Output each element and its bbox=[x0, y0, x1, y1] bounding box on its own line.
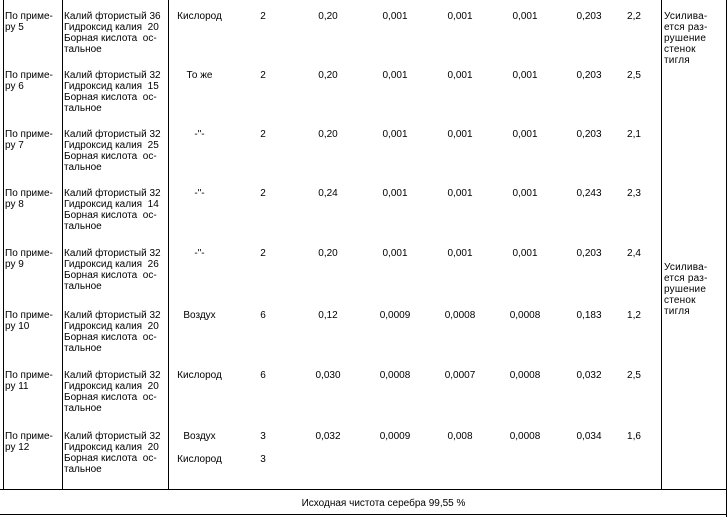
composition-line: Гидроксид калия 15 bbox=[64, 81, 159, 92]
value-cell-c2: 0,032 bbox=[315, 431, 341, 442]
remark-line: рушение bbox=[664, 284, 707, 295]
composition-line: тальное bbox=[64, 44, 102, 55]
example-cell: По приме-ру 8 bbox=[5, 188, 53, 210]
value-cell-c5: 0,0008 bbox=[509, 370, 541, 381]
composition-line: Калий фтористый 32 bbox=[64, 370, 161, 381]
value-cell-c5: 0,001 bbox=[512, 70, 538, 81]
table-footer bbox=[0, 498, 727, 509]
remark-line: ется раз- bbox=[664, 22, 708, 33]
value-cell-c3: 0,001 bbox=[382, 188, 408, 199]
example-cell: По приме-ру 9 bbox=[5, 248, 53, 270]
value-cell-c5: 0,0008 bbox=[509, 431, 541, 442]
footer-text: Исходная чистота серебра 99,55 % bbox=[301, 498, 466, 509]
composition-line: Борная кислота ос- bbox=[64, 33, 157, 44]
example-cell: По приме-ру 12 bbox=[5, 431, 53, 453]
value-cell-c3: 0,0009 bbox=[379, 310, 411, 321]
composition-line: Гидроксид калия 14 bbox=[64, 199, 159, 210]
col-divider bbox=[62, 0, 63, 490]
remark-line: Усилива- bbox=[664, 11, 708, 22]
example-cell: По приме-ру 6 bbox=[5, 70, 53, 92]
composition-line: Борная кислота ос- bbox=[64, 210, 157, 221]
value-cell-c2: 0,20 bbox=[318, 70, 338, 81]
composition-line: тальное bbox=[64, 221, 102, 232]
value-cell-c1: 3 bbox=[260, 431, 266, 442]
composition-line: тальное bbox=[64, 162, 102, 173]
composition-line: Гидроксид калия 20 bbox=[64, 381, 159, 392]
row-divider bbox=[0, 489, 727, 490]
composition-line: Гидроксид калия 20 bbox=[64, 22, 159, 33]
composition-cell bbox=[64, 431, 167, 475]
composition-line: тальное bbox=[64, 103, 102, 114]
value-cell-c4: 0,001 bbox=[447, 11, 473, 22]
value-cell-c4: 0,008 bbox=[447, 431, 473, 442]
composition-line: Борная кислота ос- bbox=[64, 392, 157, 403]
value-cell-c2: 0,24 bbox=[318, 188, 338, 199]
composition-line: Гидроксид калия 20 bbox=[64, 442, 159, 453]
remark-cell bbox=[664, 11, 726, 66]
remark-line: стенок bbox=[664, 44, 696, 55]
value-cell-c1: 2 bbox=[260, 188, 266, 199]
value-cell-c3: 0,001 bbox=[382, 11, 408, 22]
composition-line: Борная кислота ос- bbox=[64, 270, 157, 281]
value-cell-c3: 0,001 bbox=[382, 70, 408, 81]
value-cell-c6: 0,183 bbox=[576, 310, 602, 321]
value-cell-c1: 2 bbox=[260, 129, 266, 140]
value-cell-c5: 0,001 bbox=[512, 129, 538, 140]
composition-line: Гидроксид калия 20 bbox=[64, 321, 159, 332]
remark-line: рушение bbox=[664, 33, 707, 44]
composition-cell bbox=[64, 129, 167, 173]
composition-line: Калий фтористый 36 bbox=[64, 11, 161, 22]
value-cell-c2: 0,20 bbox=[318, 129, 338, 140]
composition-line: Калий фтористый 32 bbox=[64, 248, 161, 259]
composition-line: Калий фтористый 32 bbox=[64, 431, 161, 442]
value-cell-c1: 6 bbox=[260, 310, 266, 321]
value-cell-c5: 0,001 bbox=[512, 188, 538, 199]
value-cell-c3: 0,001 bbox=[382, 248, 408, 259]
atmosphere-cell: -"- bbox=[194, 188, 205, 199]
value-cell-c6: 0,034 bbox=[576, 431, 602, 442]
value-cell-c2: 0,030 bbox=[315, 370, 341, 381]
value-cell-c7: 1,6 bbox=[627, 431, 641, 442]
row-divider bbox=[0, 514, 727, 515]
composition-line: Борная кислота ос- bbox=[64, 453, 157, 464]
value-cell-c3: 0,0008 bbox=[379, 370, 411, 381]
value-cell-c4: 0,0007 bbox=[444, 370, 476, 381]
composition-cell bbox=[64, 310, 167, 354]
composition-line: Борная кислота ос- bbox=[64, 92, 157, 103]
value-cell-c6: 0,203 bbox=[576, 11, 602, 22]
atmosphere-cell: -"- bbox=[194, 248, 205, 259]
value-cell-c4: 0,001 bbox=[447, 70, 473, 81]
composition-line: тальное bbox=[64, 403, 102, 414]
value-cell-c1: 6 bbox=[260, 370, 266, 381]
remark-cell bbox=[664, 262, 726, 317]
value-cell-c4: 0,001 bbox=[447, 248, 473, 259]
composition-cell bbox=[64, 370, 167, 414]
value-cell-c7: 2,4 bbox=[627, 248, 641, 259]
composition-cell bbox=[64, 70, 167, 114]
value-cell-c3: 0,001 bbox=[382, 129, 408, 140]
example-cell: По приме-ру 11 bbox=[5, 370, 53, 392]
atmosphere-cell: Кислород bbox=[177, 11, 222, 22]
composition-line: Гидроксид калия 25 bbox=[64, 140, 159, 151]
value-cell-c1: 2 bbox=[260, 11, 266, 22]
value-cell-c5: 0,001 bbox=[512, 248, 538, 259]
atmosphere-cell: Кислород bbox=[177, 370, 222, 381]
value-cell-c7: 2,1 bbox=[627, 129, 641, 140]
composition-line: тальное bbox=[64, 281, 102, 292]
value-cell-c5: 0,0008 bbox=[509, 310, 541, 321]
composition-line: Калий фтористый 32 bbox=[64, 188, 161, 199]
composition-line: Гидроксид калия 26 bbox=[64, 259, 159, 270]
value-cell-c2: 0,12 bbox=[318, 310, 338, 321]
value-cell-c5: 0,001 bbox=[512, 11, 538, 22]
value-cell-c7: 2,5 bbox=[627, 70, 641, 81]
col-divider bbox=[661, 0, 662, 490]
remark-line: стенок bbox=[664, 295, 696, 306]
composition-cell bbox=[64, 248, 167, 292]
value-cell-c4: 0,001 bbox=[447, 129, 473, 140]
composition-line: Борная кислота ос- bbox=[64, 332, 157, 343]
atmosphere-cell: Воздух bbox=[183, 431, 216, 442]
example-cell: По приме-ру 5 bbox=[5, 11, 53, 33]
composition-line: Калий фтористый 32 bbox=[64, 310, 161, 321]
value-cell-c6: 0,203 bbox=[576, 129, 602, 140]
composition-cell bbox=[64, 188, 167, 232]
value-cell-c7: 2,5 bbox=[627, 370, 641, 381]
value-cell-c3: 0,0009 bbox=[379, 431, 411, 442]
value-cell-c7: 1,2 bbox=[627, 310, 641, 321]
composition-line: Борная кислота ос- bbox=[64, 151, 157, 162]
value-cell-c1-second: 3 bbox=[260, 454, 266, 465]
atmosphere-cell: -"- bbox=[194, 129, 205, 140]
value-cell-c1: 2 bbox=[260, 248, 266, 259]
value-cell-c4: 0,001 bbox=[447, 188, 473, 199]
value-cell-c2: 0,20 bbox=[318, 248, 338, 259]
atmosphere-cell-second: Кислород bbox=[177, 454, 222, 465]
value-cell-c6: 0,203 bbox=[576, 248, 602, 259]
value-cell-c1: 2 bbox=[260, 70, 266, 81]
atmosphere-cell: То же bbox=[186, 70, 213, 81]
col-divider bbox=[3, 0, 4, 490]
value-cell-c4: 0,0008 bbox=[444, 310, 476, 321]
remark-line: тигля bbox=[664, 306, 690, 317]
composition-line: тальное bbox=[64, 343, 102, 354]
composition-line: Калий фтористый 32 bbox=[64, 70, 161, 81]
example-cell: По приме-ру 10 bbox=[5, 310, 53, 332]
value-cell-c6: 0,032 bbox=[576, 370, 602, 381]
value-cell-c7: 2,3 bbox=[627, 188, 641, 199]
composition-line: Калий фтористый 32 bbox=[64, 129, 161, 140]
value-cell-c6: 0,203 bbox=[576, 70, 602, 81]
value-cell-c7: 2,2 bbox=[627, 11, 641, 22]
example-cell: По приме-ру 7 bbox=[5, 129, 53, 151]
composition-line: тальное bbox=[64, 464, 102, 475]
value-cell-c2: 0,20 bbox=[318, 11, 338, 22]
atmosphere-cell: Воздух bbox=[183, 310, 216, 321]
remark-line: тигля bbox=[664, 55, 690, 66]
value-cell-c6: 0,243 bbox=[576, 188, 602, 199]
remark-line: Усилива- bbox=[664, 262, 708, 273]
remark-line: ется раз- bbox=[664, 273, 708, 284]
composition-cell bbox=[64, 11, 167, 55]
